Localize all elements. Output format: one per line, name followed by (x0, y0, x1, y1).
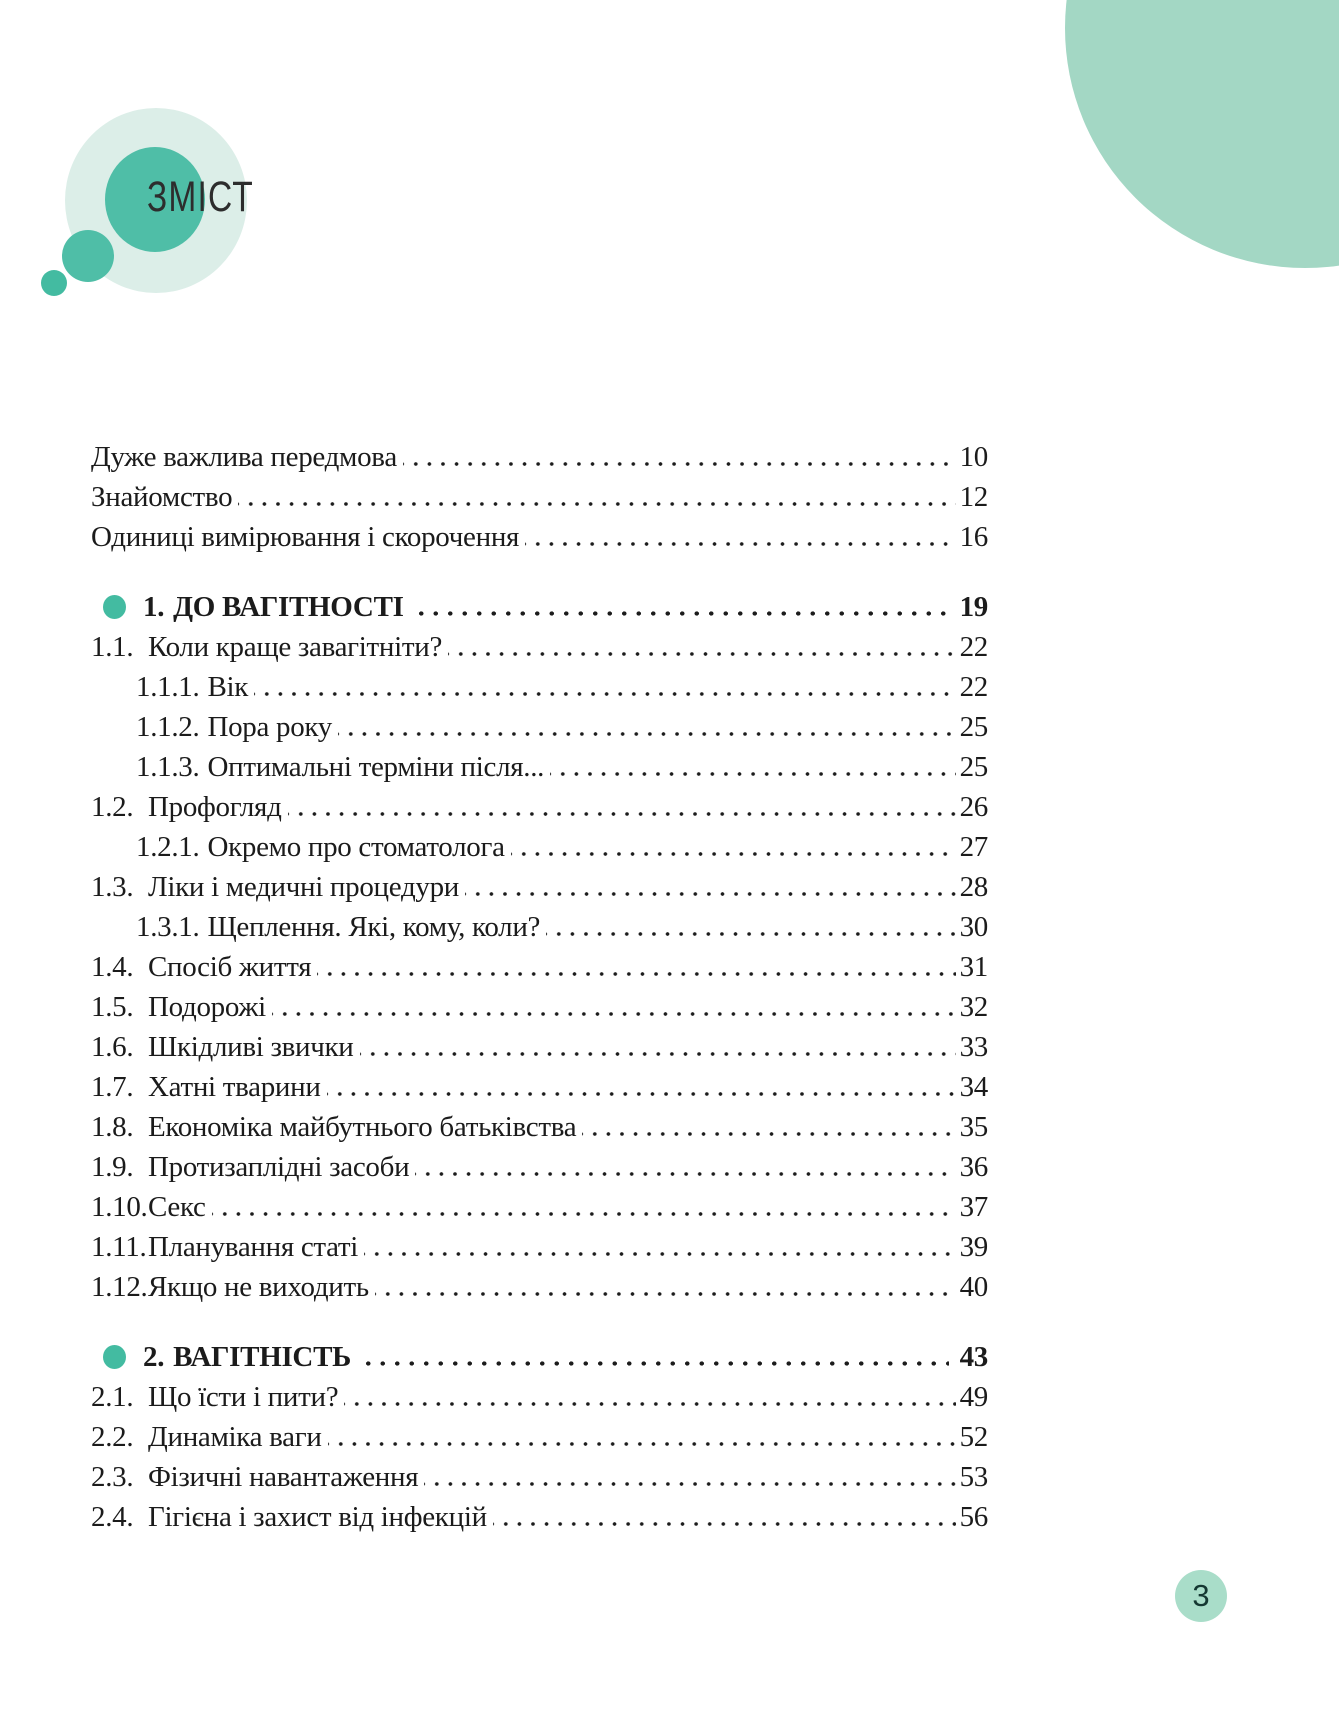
leader-dots (328, 1417, 956, 1457)
leader-dots (448, 627, 956, 667)
entry-number: 2.1. (91, 1381, 134, 1413)
leader-dots (364, 1227, 956, 1267)
entry-title: Дуже важлива передмова (91, 441, 397, 473)
entry-number: 1.7. (91, 1071, 134, 1103)
entry-number: 1.8. (91, 1111, 134, 1143)
toc-entry (91, 517, 988, 557)
page-number-badge (1175, 1570, 1227, 1622)
toc-entry (91, 627, 988, 667)
logo-circle-tiny (41, 270, 67, 296)
entry-page: 22 (959, 671, 988, 703)
entry-number: 1.1.1. (136, 671, 200, 703)
entry-title: Подорожі (148, 991, 266, 1023)
entry-number: 1.11. (91, 1231, 147, 1263)
toc-section-heading (91, 587, 988, 627)
section-page: 19 (959, 591, 988, 623)
entry-number: 1.12. (91, 1271, 148, 1303)
entry-page: 22 (959, 631, 988, 663)
entry-title: Профогляд (148, 791, 282, 823)
leader-dots (546, 907, 955, 947)
toc-entry (91, 1377, 988, 1417)
entry-title: Фізичні навантаження (148, 1461, 419, 1493)
entry-title: Планування статі (148, 1231, 359, 1263)
entry-page: 52 (959, 1421, 988, 1453)
toc-entry (91, 1187, 988, 1227)
logo-circle-small (62, 230, 114, 282)
entry-title: Окремо про стоматолога (207, 831, 505, 863)
entry-page: 12 (959, 481, 988, 513)
toc-subentry (91, 827, 988, 867)
leader-dots (288, 787, 956, 827)
entry-title: Вік (207, 671, 249, 703)
entry-page: 37 (959, 1191, 988, 1223)
toc-subentry (91, 707, 988, 747)
toc-entry (91, 1497, 988, 1537)
leader-dots (511, 827, 956, 867)
entry-title: Знайомство (91, 481, 233, 513)
entry-title: Пора року (207, 711, 332, 743)
leader-dots (357, 1337, 949, 1377)
leader-dots (424, 1457, 955, 1497)
entry-page: 30 (959, 911, 988, 943)
toc-entry (91, 1267, 988, 1307)
entry-page: 32 (959, 991, 988, 1023)
toc-entry (91, 1147, 988, 1187)
section-bullet-icon (103, 595, 126, 619)
entry-number: 2.2. (91, 1421, 134, 1453)
entry-title: Секс (148, 1191, 206, 1223)
toc-entry (91, 1227, 988, 1267)
section-title: ВАГІТНІСТЬ (173, 1341, 351, 1373)
leader-dots (465, 867, 956, 907)
toc-entry (91, 1107, 988, 1147)
entry-title: Якщо не виходить (148, 1271, 369, 1303)
entry-title: Коли краще завагітніти? (148, 631, 443, 663)
entry-page: 56 (959, 1501, 988, 1533)
contents-title: ЗМІСТ (147, 173, 254, 221)
entry-page: 39 (959, 1231, 988, 1263)
leader-dots (582, 1107, 955, 1147)
section-number: 1. (143, 591, 165, 623)
leader-dots (254, 667, 956, 707)
entry-number: 1.6. (91, 1031, 134, 1063)
entry-number: 1.9. (91, 1151, 134, 1183)
toc-section-heading (91, 1337, 988, 1377)
toc-entry (91, 1067, 988, 1107)
entry-number: 1.5. (91, 991, 134, 1023)
entry-page: 26 (959, 791, 988, 823)
entry-title: Економіка майбутнього батьківства (148, 1111, 577, 1143)
page-number: 3 (1192, 1578, 1210, 1613)
entry-page: 25 (959, 751, 988, 783)
entry-number: 1.2.1. (136, 831, 200, 863)
entry-title: Хатні тварини (148, 1071, 321, 1103)
entry-page: 49 (959, 1381, 988, 1413)
leader-dots (360, 1027, 956, 1067)
entry-page: 40 (959, 1271, 988, 1303)
leader-dots (525, 517, 956, 557)
entry-title: Щеплення. Які, кому, коли? (207, 911, 541, 943)
toc-subentry (91, 747, 988, 787)
entry-number: 1.3. (91, 871, 134, 903)
section-page: 43 (959, 1341, 988, 1373)
entry-number: 1.1.3. (136, 751, 200, 783)
leader-dots (410, 587, 949, 627)
leader-dots (272, 987, 956, 1027)
corner-decor-circle (1065, 0, 1339, 268)
leader-dots (493, 1497, 956, 1537)
entry-title: Спосіб життя (148, 951, 312, 983)
entry-page: 28 (959, 871, 988, 903)
leader-dots (415, 1147, 955, 1187)
leader-dots (338, 707, 956, 747)
entry-title: Гігієна і захист від інфекцій (148, 1501, 487, 1533)
leader-dots (375, 1267, 956, 1307)
entry-page: 10 (959, 441, 988, 473)
section-bullet-icon (103, 1345, 126, 1369)
entry-page: 35 (959, 1111, 988, 1143)
entry-page: 25 (959, 711, 988, 743)
toc-subentry (91, 667, 988, 707)
entry-title: Ліки і медичні процедури (148, 871, 460, 903)
toc-entry (91, 1027, 988, 1067)
leader-dots (403, 437, 956, 477)
entry-page: 34 (959, 1071, 988, 1103)
entry-page: 16 (959, 521, 988, 553)
toc-entry (91, 437, 988, 477)
entry-page: 31 (959, 951, 988, 983)
leader-dots (317, 947, 955, 987)
toc-entry (91, 1417, 988, 1457)
section-title: ДО ВАГІТНОСТІ (173, 591, 404, 623)
toc-entry (91, 987, 988, 1027)
entry-number: 1.10. (91, 1191, 148, 1223)
entry-page: 53 (959, 1461, 988, 1493)
entry-number: 1.2. (91, 791, 134, 823)
leader-dots (212, 1187, 956, 1227)
toc-entry (91, 867, 988, 907)
leader-dots (327, 1067, 956, 1107)
entry-title: Динаміка ваги (148, 1421, 322, 1453)
entry-number: 2.3. (91, 1461, 134, 1493)
entry-page: 36 (959, 1151, 988, 1183)
entry-title: Одиниці вимірювання і скорочення (91, 521, 520, 553)
entry-page: 33 (959, 1031, 988, 1063)
entry-number: 2.4. (91, 1501, 134, 1533)
leader-dots (344, 1377, 955, 1417)
entry-number: 1.3.1. (136, 911, 200, 943)
toc-entry (91, 947, 988, 987)
leader-dots (238, 477, 955, 517)
toc-entry (91, 1457, 988, 1497)
entry-page: 27 (959, 831, 988, 863)
entry-title: Протизаплідні засоби (148, 1151, 410, 1183)
section-number: 2. (143, 1341, 165, 1373)
entry-number: 1.1.2. (136, 711, 200, 743)
toc (91, 437, 988, 1537)
toc-entry (91, 477, 988, 517)
entry-title: Оптимальні терміни після... (207, 751, 545, 783)
leader-dots (550, 747, 955, 787)
toc-entry (91, 787, 988, 827)
entry-title: Що їсти і пити? (148, 1381, 339, 1413)
toc-subentry (91, 907, 988, 947)
entry-number: 1.1. (91, 631, 134, 663)
entry-number: 1.4. (91, 951, 134, 983)
entry-title: Шкідливі звички (148, 1031, 354, 1063)
